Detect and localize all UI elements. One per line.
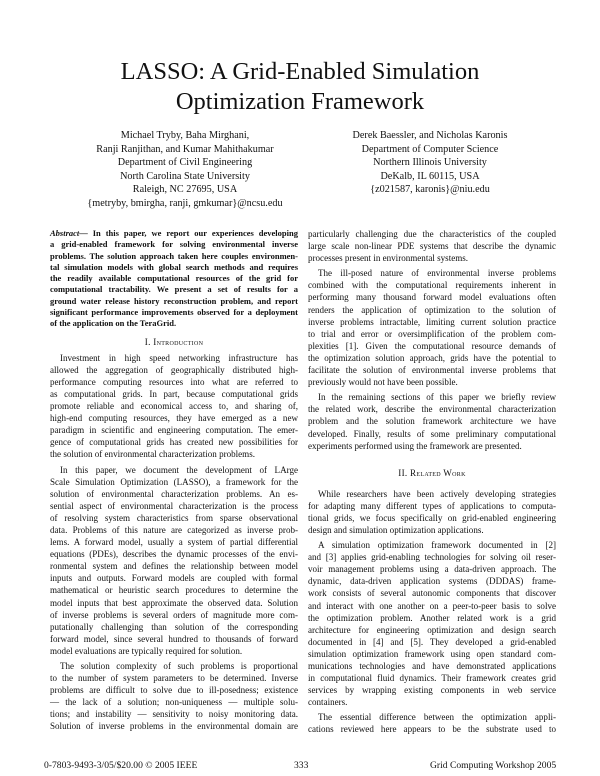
abstract-first-line [50,228,298,239]
text-line: simulation optimization framework using open standard com- [308,648,556,659]
author-line: Michael Tryby, Baha Mirghani, [120,130,250,141]
paper-title [0,57,600,117]
text-line: model inputs that best approximate the observed data. Solution [50,597,298,608]
affiliation-line: Northern Illinois University [373,157,487,169]
text-line: putationally challenging than solution of the corresponding [50,621,298,632]
text-line: performance computing resources into what are referred to [50,376,298,387]
text-line: high-end computing resources, they have emerged as a new [50,413,298,424]
abstract-label: Abstract [50,228,80,238]
text-line: services by wrapping existing components in web service [308,685,556,696]
author-email: {z021587, karonis}@niu.edu [370,184,490,196]
paragraph [50,464,298,658]
text-line: solution of environmental characterization problems. An es- [50,488,298,499]
text-line: — the lack of a solution; non-uniqueness — multiple solu- [50,697,298,708]
abstract-line: the readily available computational resources of the grid for [50,273,298,284]
text-line: inputs and outputs. Forward models are coupled with formal [50,573,298,584]
author-line: Ranji Ranjithan, and Kumar Mahithakumar [96,143,274,155]
footer-venue: Grid Computing Workshop 2005 [430,760,557,771]
text-line: In the remaining sections of this paper we briefly review [318,392,556,403]
text-line: tional grids, we focus specifically on grid-enabled engineering [308,512,556,523]
text-line: design and simulation optimization applications. [308,524,484,535]
abstract-line: ground water release history reconstruction problem, and report [50,295,298,306]
text-line: plexities [1]. Given the computational resource demands of [308,340,556,351]
affiliation-line: Department of Computer Science [361,143,499,155]
text-line: containers. [308,697,348,708]
text-line: The solution complexity of such problems is proportional [60,661,298,672]
text-line: forward model, since several hundred to thousands of forward [50,633,298,644]
text-line: in computational fluid dynamics. Their framework creates grid [308,673,556,684]
text-line: and interact with one another on a peer-to-peer basis to solve [308,600,556,611]
affiliation-line: DeKalb, IL 60115, USA [380,170,480,182]
right-column [308,228,556,736]
text-line: problems are difficult to solve due to ill-posedness; existence [50,685,298,696]
text-line: While researchers have been actively developing strategies [318,488,556,499]
text-line: gence of computational grids has created new possibilities for [50,437,298,448]
text-line: particularly challenging due the characteristics of the coupled [308,229,556,239]
text-line: processes present in environmental systems. [308,253,469,264]
abstract-line: computational tractability. We present a set of results for a [50,284,298,295]
paragraph [308,391,556,451]
text-line: Scale Simulation Optimization (LASSO), a framework for the [50,476,298,487]
text-line: work consists of several autonomic components that discover [308,588,556,599]
text-line: and [3] applies grid-enabling technologies for solving oil reser- [308,552,556,563]
text-line: Investment in high speed networking infrastructure has [60,352,298,363]
text-line: inverse problems intractable, limiting current solution practice [308,316,556,327]
abstract-line: a grid-enabled framework for solving environmental inverse [50,239,298,250]
author-line: Derek Baessler, and Nicholas Karonis [352,130,508,141]
text-line: sential aspect of environmental characterization is the process [50,500,298,511]
affiliation-line: Department of Civil Engineering [117,157,253,169]
text-line: the optimization solution approach, grids have the potential to [308,352,556,363]
paragraph [308,228,556,264]
abstract-line: significant performance improvements observed for a deployment [50,307,298,318]
text-line: the solution of environmental characterization problems. [50,449,255,460]
text-line: developed. Finally, results of some preliminary computational [308,428,556,439]
text-line: to trial and error or oversimplification of the problem com- [308,328,556,339]
text-line: problem and the solution framework architecture we have [308,416,556,427]
text-line: lems. A forward model, usually a system of partial differential [50,537,298,548]
text-line: allowed the aggregation of geographically distributed high- [50,364,298,375]
text-line: of inverse problems is several orders of magnitude more com- [50,609,298,620]
left-column [50,228,298,733]
text-line: experiments performed using the framework are presented. [308,440,522,451]
text-line: documented in [4] and [5]. They developed a grid-enabled [308,636,556,647]
text-line: large scale non-linear PDE systems that describe the dynamic [308,241,556,252]
abstract-text: — In this paper, we report our experiences developing [79,228,298,238]
text-line: In this paper, we document the development of LArge [60,464,298,475]
paragraph [308,711,556,735]
text-line: data. Problems of this nature are categorized as inverse prob- [50,524,298,535]
affiliation-line: North Carolina State University [120,170,250,182]
text-line: architecture for engineering optimization and design search [308,624,556,635]
paragraph [308,267,556,388]
text-line: voir management problems using a data-driven approach. The [308,564,556,575]
abstract-line: tal simulation models with global search methods and requires [50,261,298,272]
text-line: model evaluations are typically required for solution. [50,645,243,656]
affiliation-line: Raleigh, NC 27695, USA [132,184,238,196]
text-line: equations (PDEs), describes the dynamic processes of the envi- [50,549,298,560]
section-heading-introduction: I. Introduction [144,336,204,347]
author-email: {metryby, bmirgha, ranji, gmkumar}@ncsu.edu [87,197,283,209]
text-line: performing many thousand forward model evaluations often [308,292,556,303]
text-line: munications technologies and have demonstrated applications [308,661,556,671]
text-line: the optimization problem. Another related work is a grid [308,612,556,623]
paragraph [50,352,298,461]
text-line: paradigm in scientific and engineering computation. The emer- [50,425,298,436]
abstract-line: of the application on the TeraGrid. [50,318,177,329]
text-line: The essential difference between the optimization appli- [318,712,556,723]
text-line: combined with the computational requirements inherent in [308,280,556,291]
text-line: as computational grids. In part, because computational grids [50,388,298,399]
footer-copyright: 0-7803-9493-3/05/$20.00 © 2005 IEEE [44,760,198,771]
paragraph [50,660,298,733]
title-line-2: Optimization Framework [175,88,425,115]
author-block-niu [310,129,550,197]
paragraph [308,539,556,708]
text-line: for adapting many different types of applications to computa- [308,500,556,511]
text-line: The ill-posed nature of environmental inverse problems [318,268,556,279]
text-line: dynamic, data-driven application systems (DDDAS) frame- [308,576,556,587]
text-line: mathematical or heuristic search procedures to determine the [50,585,298,596]
text-line: facilitate the solution of environmental inverse problems that [308,365,556,376]
text-line: of resolving system characteristics from sparse observational [50,512,298,523]
title-line-1: LASSO: A Grid-Enabled Simulation [120,58,480,85]
page-number: 333 [294,760,309,771]
text-line: the related work, describe the environmental characterization [308,404,556,415]
text-line: Solution of inverse problems in the environmental domain are [50,721,298,732]
section-heading-related-work: II. Related Work [398,467,466,478]
text-line: A simulation optimization framework documented in [2] [318,540,556,551]
text-line: cations reviewed here appears to be the substrate used to [308,724,556,735]
text-line: tions; and instability — sensitivity to noisy monitoring data. [50,709,298,720]
text-line: previously would not have been possible. [308,377,458,388]
paragraph [308,488,556,536]
author-block-ncsu [85,129,285,211]
text-line: to the number of system parameters to be determined. Inverse [50,673,298,684]
text-line: promote reliable and economical access to, and sharing of, [50,401,298,412]
text-line: renders the application of optimization to the solution of [308,304,556,315]
abstract-line: problems. The solution approach taken here couples environmen- [50,250,298,261]
text-line: ronmental system and defines the relationship between model [50,561,298,572]
abstract [50,228,298,330]
